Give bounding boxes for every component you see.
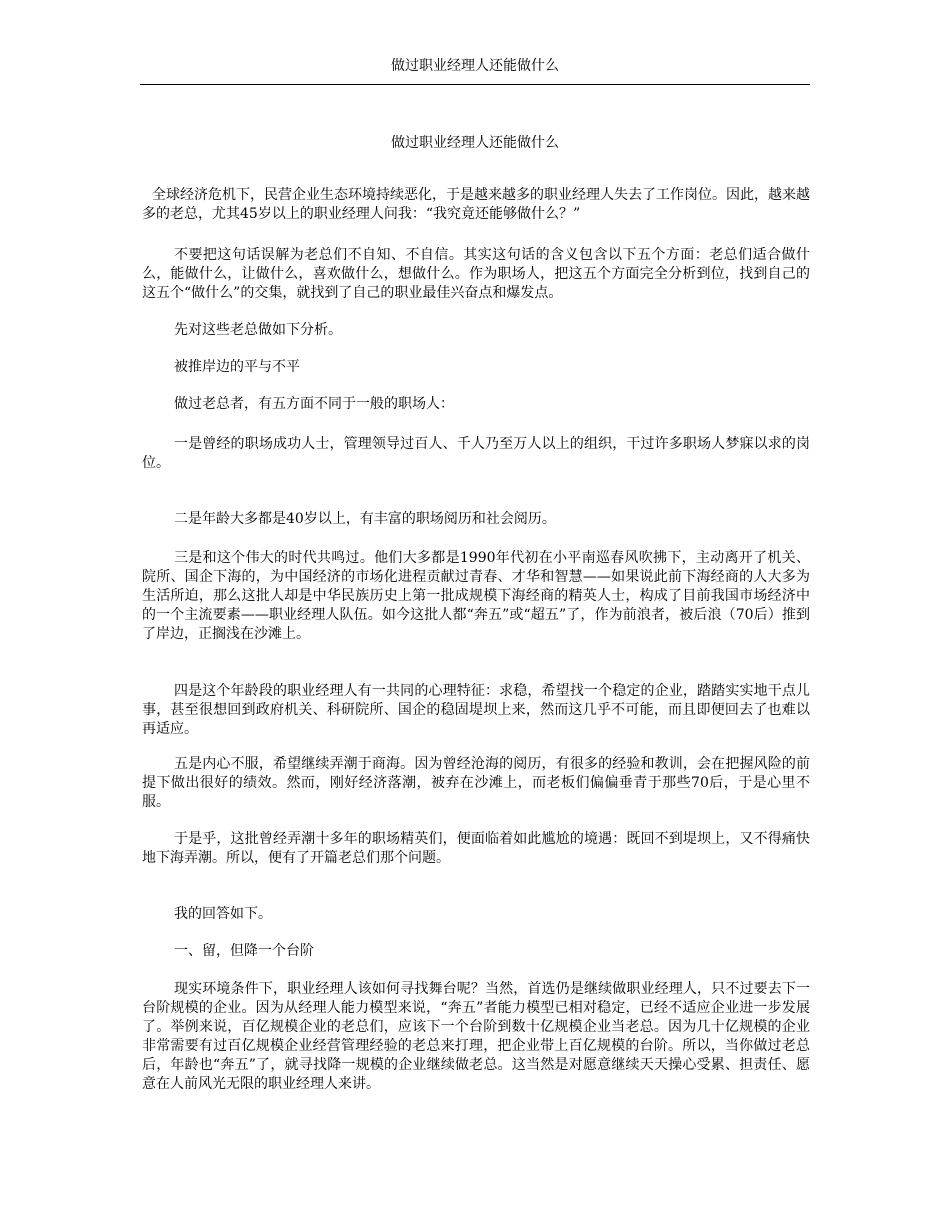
paragraph-8: 四是这个年龄段的职业经理人有一共同的心理特征：求稳，希望找一个稳定的企业，踏踏实实地干点儿事，甚至很想回到政府机关、科研院所、国企的稳固堤坝上来，然而这几乎不可能，而且即便回去了也难以再适应。 bbox=[142, 683, 810, 737]
paragraph-6: 二是年龄大多都是40岁以上，有丰富的职场阅历和社会阅历。 bbox=[174, 511, 556, 527]
paragraph-5: 一是曾经的职场成功人士，管理领导过百人、千人乃至万人以上的组织，干过许多职场人梦寐以求的岗位。 bbox=[142, 436, 810, 471]
paragraph-9: 五是内心不服，希望继续弄潮于商海。因为曾经沧海的阅历，有很多的经验和教训，会在把握风险的前提下做出很好的绩效。然而，刚好经济落潮，被弃在沙滩上，而老板们偏偏垂青于那些70后，于是心里不服。 bbox=[142, 756, 810, 810]
paragraph-10: 于是乎，这批曾经弄潮十多年的职场精英们，便面临着如此尴尬的境遇：既回不到堤坝上，又不得痛快地下海弄潮。所以，便有了开篇老总们那个问题。 bbox=[142, 831, 810, 866]
document-title: 做过职业经理人还能做什么 bbox=[391, 135, 559, 151]
paragraph-7: 三是和这个伟大的时代共鸣过。他们大多都是1990年代初在小平南巡春风吹拂下，主动离开了机关、院所、国企下海的，为中国经济的市场化进程贡献过青春、才华和智慧——如果说此前下海经商的人大多为生活所迫，那么这批人却是中华民族历史上第一批成规模下海经商的精英人士，构成了目前我国市场经济中的一个主流要素——职业经理人队伍。如今这批人都“奔五”或“超五”了，作为前浪者，被后浪（70后）推到了岸边，正搁浅在沙滩上。 bbox=[142, 550, 810, 642]
paragraph-12: 现实环境条件下，职业经理人该如何寻找舞台呢？当然，首选仍是继续做职业经理人，只不过要去下一台阶规模的企业。因为从经理人能力模型来说，“奔五”者能力模型已相对稳定，已经不适应企业进一步发展了。举例来说，百亿规模企业的老总们，应该下一个台阶到数十亿规模企业当老总。因为几十亿规模的企业非常需要有过百亿规模企业经营管理经验的老总来打理，把企业带上百亿规模的台阶。所以，当你做过老总后，年龄也“奔五”了，就寻找降一规模的企业继续做老总。这当然是对愿意继续天天操心受累、担责任、愿意在人前风光无限的职业经理人来讲。 bbox=[142, 981, 810, 1092]
paragraph-4: 做过老总者，有五方面不同于一般的职场人： bbox=[174, 396, 454, 412]
paragraph-1: 全球经济危机下，民营企业生态环境持续恶化，于是越来越多的职业经理人失去了工作岗位。因此，越来越多的老总，尤其45岁以上的职业经理人问我：“我究竟还能够做什么？” bbox=[142, 187, 810, 222]
paragraph-11: 我的回答如下。 bbox=[174, 906, 272, 922]
section-heading-2: 一、留，但降一个台阶 bbox=[174, 943, 314, 959]
paragraph-3: 先对这些老总做如下分析。 bbox=[174, 322, 342, 338]
paragraph-2: 不要把这句话误解为老总们不自知、不自信。其实这句话的含义包含以下五个方面：老总们适合做什么，能做什么，让做什么，喜欢做什么，想做什么。作为职场人，把这五个方面完全分析到位，找到自己的这五个“做什么”的交集，就找到了自己的职业最佳兴奋点和爆发点。 bbox=[142, 247, 810, 301]
header-divider bbox=[140, 84, 810, 85]
section-heading-1: 被推岸边的平与不平 bbox=[174, 359, 300, 375]
running-header: 做过职业经理人还能做什么 bbox=[391, 58, 559, 74]
